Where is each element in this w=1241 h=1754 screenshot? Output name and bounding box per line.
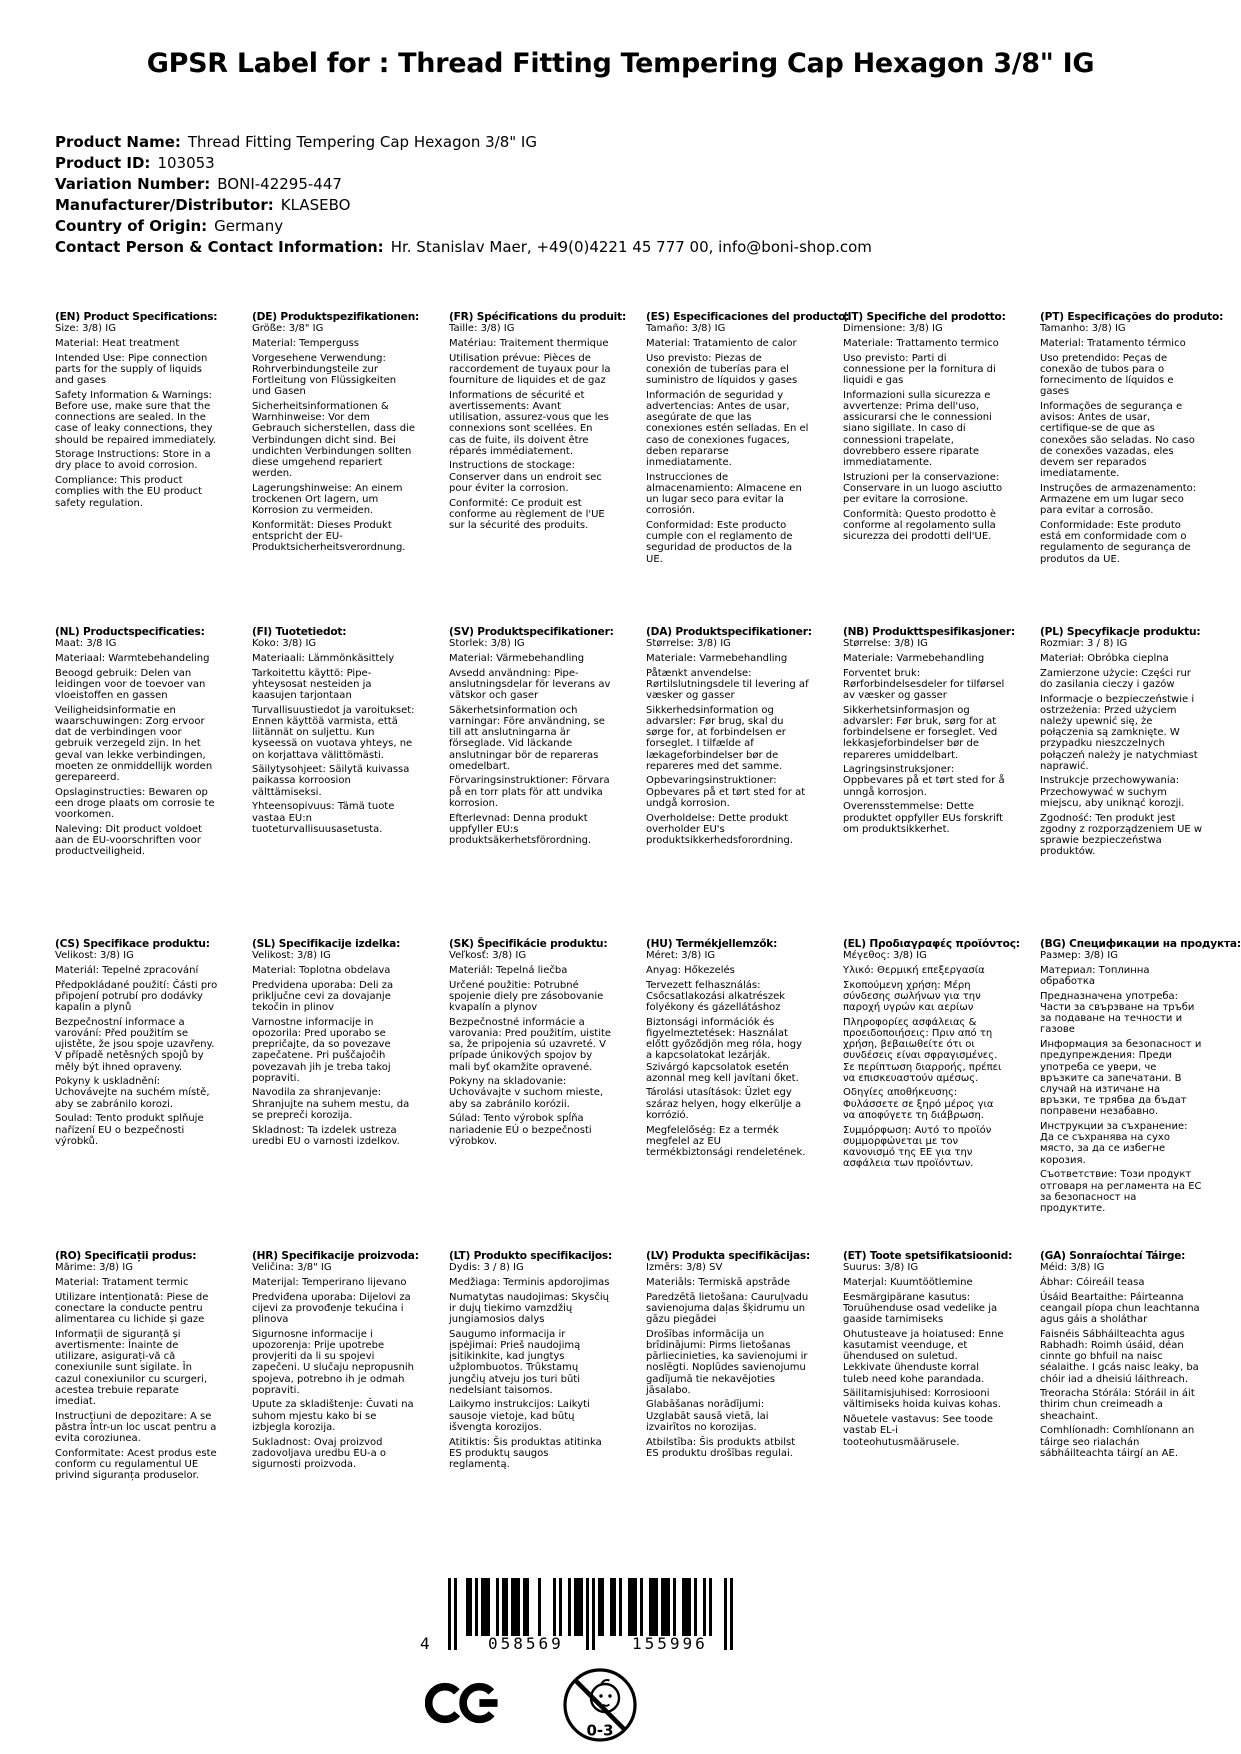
language-block-header: (LT) Produkto specifikacijos: <box>449 1250 613 1262</box>
spec-paragraph: Skladnost: Ta izdelek ustreza uredbi EU o varnosti izdelkov. <box>252 1124 400 1147</box>
age-warning-0-3-icon <box>560 1662 640 1752</box>
spec-paragraph: Συμμόρφωση: Αυτό το προϊόν συμμορφώνεται με τον κανονισμό της ΕΕ για την ασφάλεια των προϊόντων. <box>843 1124 992 1170</box>
spec-paragraph: Yhteensopivuus: Tämä tuote vastaa EU:n tuoteturvallisuusasetusta. <box>252 801 395 835</box>
language-block-header: (FI) Tuotetiedot: <box>252 626 347 638</box>
spec-paragraph: Numatytas naudojimas: Skysčių ir dujų tiekimo vamzdžių jungiamosios dalys <box>449 1291 609 1326</box>
language-block-header: (RO) Specificații produs: <box>55 1250 197 1262</box>
language-block-de <box>252 312 425 627</box>
spec-paragraph: Navodila za shranjevanje: Shranjujte na suhem mestu, da se prepreči korozija. <box>252 1087 410 1121</box>
spec-paragraph: Conformité: Ce produit est conforme au règlement de l'UE sur la sécurité des produits. <box>449 497 605 531</box>
product-info-line <box>55 237 872 258</box>
spec-paragraph: Sukladnost: Ovaj proizvod zadovoljava uredbu EU-a o sigurnosti proizvoda. <box>252 1436 387 1470</box>
spec-paragraph: Materiál: Tepelná liečba <box>449 964 568 976</box>
spec-paragraph: Οδηγίες αποθήκευσης: Φυλάσσετε σε ξηρό μέρος για να αποφύγετε τη διάβρωση. <box>843 1087 994 1121</box>
spec-paragraph: Pokyny na skladovanie: Uchovávajte v suchom mieste, aby sa zabránilo korózii. <box>449 1076 604 1110</box>
spec-paragraph: Turvallisuustiedot ja varoitukset: Ennen käyttöä varmista, että liitännät on suljettu. Kun kyseessä on vuotava yhteys, ne on korjattava välittömästi. <box>252 704 415 761</box>
spec-paragraph: Upute za skladištenje: Čuvati na suhom mjestu kako bi se izbjegla korozija. <box>252 1399 414 1433</box>
product-info-value: Thread Fitting Tempering Cap Hexagon 3/8" IG <box>187 133 537 151</box>
spec-paragraph: Určené použitie: Potrubné spojenie diely pre zásobovanie kvapalín a plynov <box>449 979 604 1014</box>
spec-paragraph: Materiāls: Termiskā apstrāde <box>646 1276 791 1288</box>
spec-paragraph: Informações de segurança e avisos: Antes de usar, certifique-se de que as conexões são seladas. No caso de conexões vazadas, eles devem ser reparados imediatamente. <box>1040 400 1195 480</box>
spec-paragraph: Säilitamisjuhised: Korrosiooni vältimiseks hoida kuivas kohas. <box>843 1388 1001 1411</box>
spec-paragraph: Opslaginstructies: Bewaren op een droge plaats om corrosie te voorkomen. <box>55 786 215 821</box>
spec-paragraph: Sikkerhetsinformasjon og advarsler: Før bruk, sørg for at forbindelsene er forseglet. Ved lekkasjeforbindelser bør de repareres umiddelbart. <box>843 704 998 761</box>
spec-paragraph: Medžiaga: Terminis apdorojimas <box>449 1276 610 1288</box>
spec-paragraph: Izmērs: 3/8) SV <box>646 1262 723 1274</box>
barcode-digits-group2: 155996 <box>632 1634 708 1653</box>
spec-paragraph: Maat: 3/8 IG <box>55 638 117 650</box>
language-block-header: (IT) Specifiche del prodotto: <box>843 311 1006 323</box>
product-info-value: Hr. Stanislav Maer, +49(0)4221 45 777 00, info@boni-shop.com <box>390 238 872 256</box>
spec-paragraph: Materiale: Trattamento termico <box>843 337 999 349</box>
spec-paragraph: Bezpečnostní informace a varování: Před použitím se ujistěte, že jsou spoje uzavřeny. V případě netěsných spojů by měly být ihned opraveny. <box>55 1016 215 1073</box>
language-block-nl <box>55 627 228 939</box>
spec-paragraph: Material: Värmebehandling <box>449 652 585 664</box>
spec-paragraph: Tervezett felhasználás: Csőcsatlakozási alkatrészek folyékony és gázellátáshoz <box>646 979 786 1014</box>
spec-paragraph: Conformidade: Este produto está em conformidade com o regulamento de segurança de produtos da UE. <box>1040 519 1191 565</box>
spec-paragraph: Съответствие: Този продукт отговаря на регламента на ЕС за безопасност на продуктите. <box>1040 1169 1202 1214</box>
language-block-header: (FR) Spécifications du produit: <box>449 311 627 323</box>
spec-paragraph: Suurus: 3/8) IG <box>843 1262 919 1274</box>
age-range-label: 0-3 <box>586 1721 614 1740</box>
spec-paragraph: Storlek: 3/8) IG <box>449 638 525 650</box>
spec-paragraph: Μέγεθος: 3/8) IG <box>843 950 927 962</box>
spec-paragraph: Atbilstība: Šis produkts atbilst ES produktu drošības regulai. <box>646 1436 796 1459</box>
spec-paragraph: Compliance: This product complies with the EU product safety regulation. <box>55 475 203 509</box>
spec-paragraph: Instruções de armazenamento: Armazene em um lugar seco para evitar a corrosão. <box>1040 482 1197 517</box>
language-block-header: (PL) Specyfikacje produktu: <box>1040 626 1201 638</box>
spec-paragraph: Πληροφορίες ασφάλειας & προειδοποιήσεις: Πριν από τη χρήση, βεβαιωθείτε ότι οι συνδέσεις είναι σφραγισμένες. Σε περίπτωση διαρροής, πρέπει να επισκευαστούν αμέσως. <box>843 1016 1002 1084</box>
spec-paragraph: Veľkosť: 3/8) IG <box>449 950 527 962</box>
language-block-lt <box>449 1251 622 1485</box>
product-info-value: BONI-42295-447 <box>217 175 342 193</box>
spec-paragraph: Naleving: Dit product voldoet aan de EU-voorschriften voor productveiligheid. <box>55 823 203 858</box>
spec-paragraph: Materjal: Kuumtöötlemine <box>843 1276 973 1288</box>
spec-paragraph: Mărime: 3/8) IG <box>55 1262 133 1274</box>
language-block-hr <box>252 1251 425 1485</box>
barcode-first-digit: 4 <box>420 1634 430 1653</box>
spec-paragraph: Informații de siguranță și avertismente: Înainte de utilizare, asigurați-vă că conexiunile sunt sigilate. În cazul conexiunilor cu scurgeri, acestea trebuie reparate imediat. <box>55 1328 208 1407</box>
spec-paragraph: Paredzētā lietošana: Cauruļvadu savienojuma daļas šķidrumu un gāzu piegādei <box>646 1291 809 1326</box>
language-block-header: (SV) Produktspecifikationer: <box>449 626 614 638</box>
spec-paragraph: Velikost: 3/8) IG <box>252 950 331 962</box>
language-block-header: (HR) Specifikacije proizvoda: <box>252 1250 419 1262</box>
product-info-label: Variation Number: <box>55 175 211 193</box>
language-block-fi <box>252 627 425 939</box>
spec-paragraph: Vorgesehene Verwendung: Rohrverbindungsteile zur Fortleitung von Flüssigkeiten und Gasen <box>252 352 397 398</box>
spec-paragraph: Conformitate: Acest produs este conform cu regulamentul UE privind siguranța produselor. <box>55 1447 217 1482</box>
language-block-header: (DE) Produktspezifikationen: <box>252 311 420 323</box>
spec-paragraph: Sikkerhedsinformation og advarsler: Før brug, skal du sørge for, at forbindelsen er forseglet. I tilfælde af lækageforbindelser bør de repareres med det samme. <box>646 704 786 772</box>
spec-paragraph: Taille: 3/8) IG <box>449 323 515 335</box>
language-block-header: (SK) Špecifikácie produktu: <box>449 938 608 950</box>
language-block-hu <box>646 939 819 1251</box>
spec-paragraph: Tarkoitettu käyttö: Pipe-yhteysosat nesteiden ja kaasujen tarjontaan <box>252 667 372 702</box>
spec-paragraph: Varnostne informacije in opozorila: Pred uporabo se prepričajte, da so povezave zapečatene. Pri puščajočih povezavah jih je treba takoj popraviti. <box>252 1016 391 1084</box>
spec-paragraph: Størrelse: 3/8) IG <box>646 638 731 650</box>
spec-paragraph: Dimensione: 3/8) IG <box>843 323 943 335</box>
spec-paragraph: Sicherheitsinformationen & Warnhinweise: Vor dem Gebrauch sicherstellen, dass die Verbindungen dicht sind. Bei undichten Verbindungen sollten diese umgehend repariert werden. <box>252 400 415 480</box>
spec-paragraph: Predvidena uporaba: Deli za priključne cevi za dovajanje tekočin in plinov <box>252 979 394 1014</box>
language-block-ga <box>1040 1251 1213 1485</box>
spec-paragraph: Beoogd gebruik: Delen van leidingen voor de toevoer van vloeistoffen en gassen <box>55 667 206 702</box>
spec-paragraph: Overholdelse: Dette produkt overholder EU's produktsikkerhedsforordning. <box>646 812 794 846</box>
spec-paragraph: Předpokládané použití: Části pro připojení potrubí pro dodávky kapalin a plynů <box>55 979 218 1014</box>
spec-paragraph: Säkerhetsinformation och varningar: Före användning, se till att anslutningarna är förseglade. Vid läckande anslutningar bör de repareras omedelbart. <box>449 704 605 772</box>
spec-paragraph: Instrukcje przechowywania: Przechowywać w suchym miejscu, aby uniknąć korozji. <box>1040 775 1185 809</box>
language-block-header: (DA) Produktspecifikationer: <box>646 626 812 638</box>
spec-paragraph: Nõuetele vastavus: See toode vastab EL-i tooteohutusmäärusele. <box>843 1414 994 1448</box>
spec-paragraph: Размер: 3/8) IG <box>1040 950 1118 962</box>
spec-paragraph: Materiale: Varmebehandling <box>646 652 788 664</box>
spec-paragraph: Méret: 3/8) IG <box>646 950 716 962</box>
spec-paragraph: Materiale: Varmebehandling <box>843 652 985 664</box>
spec-paragraph: Predviđena uporaba: Dijelovi za cijevi za provođenje tekućina i plinova <box>252 1291 411 1326</box>
spec-paragraph: Safety Information & Warnings: Before use, make sure that the connections are sealed. In the case of leaky connections, they should be repaired immediately. <box>55 389 217 446</box>
spec-paragraph: Efterlevnad: Denna produkt uppfyller EU:s produktsäkerhetsförordning. <box>449 812 592 846</box>
spec-paragraph: Forventet bruk: Rørforbindelsesdeler for tilførsel av væsker og gasser <box>843 667 1005 702</box>
spec-paragraph: Materijal: Temperirano lijevano <box>252 1276 407 1288</box>
language-block-header: (SL) Specifikacije izdelka: <box>252 938 401 950</box>
product-info-line <box>55 132 872 153</box>
language-block-sl <box>252 939 425 1251</box>
spec-paragraph: Súlad: Tento výrobok spĺňa nariadenie EÚ o bezpečnosti výrobkov. <box>449 1113 592 1147</box>
spec-paragraph: Anyag: Hőkezelés <box>646 964 735 976</box>
spec-paragraph: Størrelse: 3/8) IG <box>843 638 928 650</box>
spec-paragraph: Rozmiar: 3 / 8) IG <box>1040 638 1128 650</box>
spec-paragraph: Materiaal: Warmtebehandeling <box>55 652 210 664</box>
product-info-label: Contact Person & Contact Information: <box>55 238 384 256</box>
spec-paragraph: Eesmärgipärane kasutus: Toruühenduse osad vedelike ja gaaside tarnimiseks <box>843 1291 998 1326</box>
language-block-it <box>843 312 1016 627</box>
product-info-label: Product Name: <box>55 133 181 151</box>
spec-paragraph: Size: 3/8) IG <box>55 323 116 335</box>
language-block-sv <box>449 627 622 939</box>
spec-paragraph: Treoracha Stórála: Stóráil in áit thirim chun creimeadh a sheachaint. <box>1040 1388 1195 1422</box>
spec-paragraph: Zgodność: Ten produkt jest zgodny z rozporządzeniem UE w sprawie bezpieczeństwa produktów. <box>1040 812 1203 858</box>
spec-paragraph: Overensstemmelse: Dette produktet oppfyller EUs forskrift om produktsikkerhet. <box>843 801 1004 835</box>
spec-paragraph: Bezpečnostné informácie a varovania: Pred použitím, uistite sa, že pripojenia sú uzavreté. V prípade únikových spojov by mali byť okamžite opravené. <box>449 1016 612 1073</box>
barcode-module <box>730 1578 733 1650</box>
language-block-et <box>843 1251 1016 1485</box>
product-info-line <box>55 153 872 174</box>
spec-paragraph: Uso previsto: Piezas de conexión de tuberías para el suministro de líquidos y gases <box>646 352 798 387</box>
spec-paragraph: Säilytysohjeet: Säilytä kuivassa paikassa korroosion välttämiseksi. <box>252 764 410 798</box>
spec-paragraph: Påtænkt anvendelse: Rørtilslutningsdele til levering af væsker og gasser <box>646 667 809 702</box>
spec-paragraph: Saugumo informacija ir įspėjimai: Prieš naudojimą įsitikinkite, kad jungtys užplombuotos. Trūkstamų jungčių atveju jos turi būti nedelsiant taisomos. <box>449 1328 581 1396</box>
product-info-label: Product ID: <box>55 154 151 172</box>
spec-paragraph: Megfelelőség: Ez a termék megfelel az EU termékbiztonsági rendeletének. <box>646 1124 806 1158</box>
spec-paragraph: Istruzioni per la conservazione: Conservare in un luogo asciutto per evitare la corrosione. <box>843 471 1003 506</box>
product-info-line <box>55 174 872 195</box>
spec-paragraph: Tamaño: 3/8) IG <box>646 323 726 335</box>
language-block-header: (GA) Sonraíochtaí Táirge: <box>1040 1250 1186 1262</box>
spec-paragraph: Förvaringsinstruktioner: Förvara på en torr plats för att undvika korrosion. <box>449 775 610 809</box>
spec-paragraph: Ábhar: Cóireáil teasa <box>1040 1276 1145 1288</box>
product-info-value: KLASEBO <box>280 196 351 214</box>
spec-paragraph: Glabāšanas norādījumi: Uzglabāt sausā vietā, lai izvairītos no korozijas. <box>646 1399 769 1433</box>
spec-paragraph: Koko: 3/8) IG <box>252 638 317 650</box>
spec-paragraph: Utilisation prévue: Pièces de raccordement de tuyaux pour la fourniture de liquides et de gaz <box>449 352 611 387</box>
barcode-digits-group1: 058569 <box>488 1634 564 1653</box>
spec-paragraph: Uso previsto: Parti di connessione per la fornitura di liquidi e gas <box>843 352 996 387</box>
spec-paragraph: Biztonsági információk és figyelmeztetések: Használat előtt győződjön meg róla, hogy a kapcsolatokat lezárják. Szivárgó kapcsolatok esetén azonnal meg kell javítani őket. <box>646 1016 802 1084</box>
spec-paragraph: Material: Tratamento térmico <box>1040 337 1186 349</box>
spec-paragraph: Informazioni sulla sicurezza e avvertenze: Prima dell'uso, assicurarsi che le connessioni siano sigillate. In caso di connessioni trapelate, dovrebbero essere riparate immediatamente. <box>843 389 992 468</box>
spec-paragraph: Pokyny k uskladnění: Uchovávejte na suchém místě, aby se zabránilo korozi. <box>55 1076 210 1110</box>
spec-paragraph: Informations de sécurité et avertissements: Avant utilisation, assurez-vous que les connexions sont scellées. En cas de fuite, ils doivent être réparés immédiatement. <box>449 389 609 457</box>
spec-paragraph: Matériau: Traitement thermique <box>449 337 609 349</box>
spec-paragraph: Material: Tratamiento de calor <box>646 337 797 349</box>
spec-paragraph: Información de seguridad y advertencias: Antes de usar, asegúrate de que las conexiones estén selladas. En el caso de conexiones fugaces, deben repararse inmediatamente. <box>646 389 809 468</box>
spec-paragraph: Materiál: Tepelné zpracování <box>55 964 199 976</box>
language-block-header: (NB) Produkttspesifikasjoner: <box>843 626 1015 638</box>
language-block-header: (ES) Especificaciones del producto: <box>646 311 850 323</box>
product-info-label: Manufacturer/Distributor: <box>55 196 274 214</box>
language-block-header: (NL) Productspecificaties: <box>55 626 205 638</box>
spec-paragraph: Instructions de stockage: Conserver dans un endroit sec pour éviter la corrosion. <box>449 460 602 494</box>
spec-paragraph: Größe: 3/8" IG <box>252 323 324 335</box>
spec-paragraph: Instrucțiuni de depozitare: A se păstra într-un loc uscat pentru a evita coroziunea. <box>55 1410 217 1445</box>
product-info-value: Germany <box>214 217 284 235</box>
language-block-bg <box>1040 938 1241 1251</box>
spec-paragraph: Υλικό: Θερμική επεξεργασία <box>843 964 985 976</box>
spec-paragraph: Instrucciones de almacenamiento: Almacene en un lugar seco para evitar la corrosión. <box>646 471 802 517</box>
spec-paragraph: Предназначена употреба: Части за свързване на тръби за подаване на течности и газове <box>1040 990 1195 1036</box>
spec-paragraph: Conformidad: Este producto cumple con el reglamento de seguridad de productos de la UE. <box>646 519 793 565</box>
language-block-en <box>55 312 228 627</box>
spec-paragraph: Σκοπούμενη χρήση: Μέρη σύνδεσης σωλήνων για την παροχή υγρών και αερίων <box>843 979 981 1014</box>
spec-paragraph: Tárolási utasítások: Üzlet egy száraz helyen, hogy elkerülje a korrózió. <box>646 1087 802 1121</box>
spec-paragraph: Drošības informācija un brīdinājumi: Pirms lietošanas pārliecinieties, ka savienojumi ir noslēgti. Noplūdes savienojumu gadījumā tie nekavējoties jāsalabo. <box>646 1328 808 1396</box>
language-grid <box>55 311 1241 1485</box>
spec-paragraph: Material: Toplotna obdelava <box>252 964 391 976</box>
spec-paragraph: Veličina: 3/8" IG <box>252 1262 332 1274</box>
spec-paragraph: Intended Use: Pipe connection parts for the supply of liquids and gases <box>55 352 208 387</box>
language-block-header: (HU) Termékjellemzők: <box>646 938 778 950</box>
spec-paragraph: Atitiktis: Šis produktas atitinka ES produktų saugos reglamentą. <box>449 1436 602 1470</box>
language-block-header: (ET) Toote spetsifikatsioonid: <box>843 1250 1013 1262</box>
spec-paragraph: Materiaali: Lämmönkäsittely <box>252 652 395 664</box>
spec-paragraph: Material: Heat treatment <box>55 337 180 349</box>
spec-paragraph: Laikymo instrukcijos: Laikyti sausoje vietoje, kad būtų išvengta korozijos. <box>449 1399 590 1433</box>
product-info-line <box>55 195 872 216</box>
spec-paragraph: Opbevaringsinstruktioner: Opbevares på et tørt sted for at undgå korrosion. <box>646 775 806 809</box>
product-info <box>55 132 872 258</box>
product-info-value: 103053 <box>157 154 215 172</box>
language-block-da <box>646 627 819 939</box>
page-title: GPSR Label for : Thread Fitting Tempering Cap Hexagon 3/8" IG <box>146 48 1095 79</box>
language-block-fr <box>449 311 627 627</box>
spec-paragraph: Dydis: 3 / 8) IG <box>449 1262 524 1274</box>
product-info-label: Country of Origin: <box>55 217 208 235</box>
spec-paragraph: Lagerungshinweise: An einem trockenen Ort lagern, um Korrosion zu vermeiden. <box>252 482 403 517</box>
language-block-header: (LV) Produkta specifikācijas: <box>646 1250 811 1262</box>
language-block-cs <box>55 939 228 1251</box>
spec-paragraph: Lagringsinstruksjoner: Oppbevares på et tørt sted for å unngå korrosjon. <box>843 764 1005 798</box>
spec-paragraph: Soulad: Tento produkt splňuje nařízení EU o bezpečnosti výrobků. <box>55 1113 204 1147</box>
ce-mark-icon <box>425 1680 503 1730</box>
spec-paragraph: Sigurnosne informacije i upozorenja: Prije upotrebe provjeriti da li su spojevi zapečeni. U slučaju nepropusnih spojeva, potrebno ih je odmah popraviti. <box>252 1328 414 1396</box>
language-block-ro <box>55 1251 228 1485</box>
spec-paragraph: Tamanho: 3/8) IG <box>1040 323 1126 335</box>
language-block-nb <box>843 627 1016 939</box>
spec-paragraph: Informacje o bezpieczeństwie i ostrzeżenia: Przed użyciem należy upewnić się, że połączenia są zamknięte. W przypadku nieszczelnych połączeń należy je natychmiast naprawić. <box>1040 693 1198 772</box>
spec-paragraph: Konformität: Dieses Produkt entspricht der EU-Produktsicherheitsverordnung. <box>252 519 406 554</box>
spec-paragraph: Faisnéis Sábháilteachta agus Rabhadh: Roimh úsáid, déan cinnte go bhfuil na naisc séalaithe. I gcás naisc leaky, ba chóir iad a dheisiú láithreach. <box>1040 1328 1199 1385</box>
spec-paragraph: Velikost: 3/8) IG <box>55 950 134 962</box>
spec-paragraph: Veiligheidsinformatie en waarschuwingen: Zorg ervoor dat de verbindingen voor gebruik verzegeld zijn. In het geval van lekke verbindingen, moeten ze onmiddellijk worden gerepareerd. <box>55 704 213 783</box>
spec-paragraph: Avsedd användning: Pipe-anslutningsdelar för leverans av vätskor och gaser <box>449 667 611 702</box>
language-block-header: (EN) Product Specifications: <box>55 311 218 323</box>
language-block-pt <box>1040 311 1224 627</box>
spec-paragraph: Material: Temperguss <box>252 337 360 349</box>
language-block-pl <box>1040 627 1213 939</box>
spec-paragraph: Materiał: Obróbka cieplna <box>1040 652 1169 664</box>
language-block-sk <box>449 939 622 1251</box>
product-info-line <box>55 216 872 237</box>
spec-paragraph: Ohutusteave ja hoiatused: Enne kasutamist veenduge, et ühendused on suletud. Lekkivate ühenduste korral tuleb need kohe parandada. <box>843 1328 1004 1385</box>
language-block-es <box>646 311 850 627</box>
language-block-header: (CS) Specifikace produktu: <box>55 938 210 950</box>
language-block-header: (EL) Προδιαγραφές προϊόντος: <box>843 938 1020 950</box>
spec-paragraph: Инструкции за съхранение: Да се съхранява на сухо място, за да се избегне корозия. <box>1040 1121 1188 1166</box>
spec-paragraph: Zamierzone użycie: Części rur do zasilania cieczy i gazów <box>1040 667 1191 690</box>
spec-paragraph: Uso pretendido: Peças de conexão de tubos para o fornecimento de líquidos e gases <box>1040 352 1174 398</box>
spec-paragraph: Storage Instructions: Store in a dry place to avoid corrosion. <box>55 449 211 472</box>
language-block-header: (BG) Спецификации на продукта: <box>1040 938 1241 950</box>
language-block-el <box>843 938 1020 1251</box>
language-block-header: (PT) Especificações do produto: <box>1040 311 1224 323</box>
spec-paragraph: Comhlíonadh: Comhlíonann an táirge seo rialachán sábháilteachta táirgí an AE. <box>1040 1425 1195 1459</box>
spec-paragraph: Conformità: Questo prodotto è conforme al regolamento sulla sicurezza dei prodotti dell'UE. <box>843 508 997 543</box>
spec-paragraph: Информация за безопасност и предупреждения: Преди употреба се увери, че връзките са запечатани. В случай на изтичане на връзки, те трябва да бъдат поправени незабавно. <box>1040 1039 1202 1118</box>
spec-paragraph: Material: Tratament termic <box>55 1276 189 1288</box>
spec-paragraph: Úsáid Beartaithe: Páirteanna ceangail píopa chun leachtanna agus gáis a sholáthar <box>1040 1291 1200 1326</box>
language-block-lv <box>646 1251 819 1485</box>
spec-paragraph: Utilizare intenționată: Piese de conectare la conducte pentru alimentarea cu lichide și gaze <box>55 1291 209 1326</box>
spec-paragraph: Материал: Топлинна обработка <box>1040 964 1150 988</box>
spec-paragraph: Méid: 3/8) IG <box>1040 1262 1105 1274</box>
